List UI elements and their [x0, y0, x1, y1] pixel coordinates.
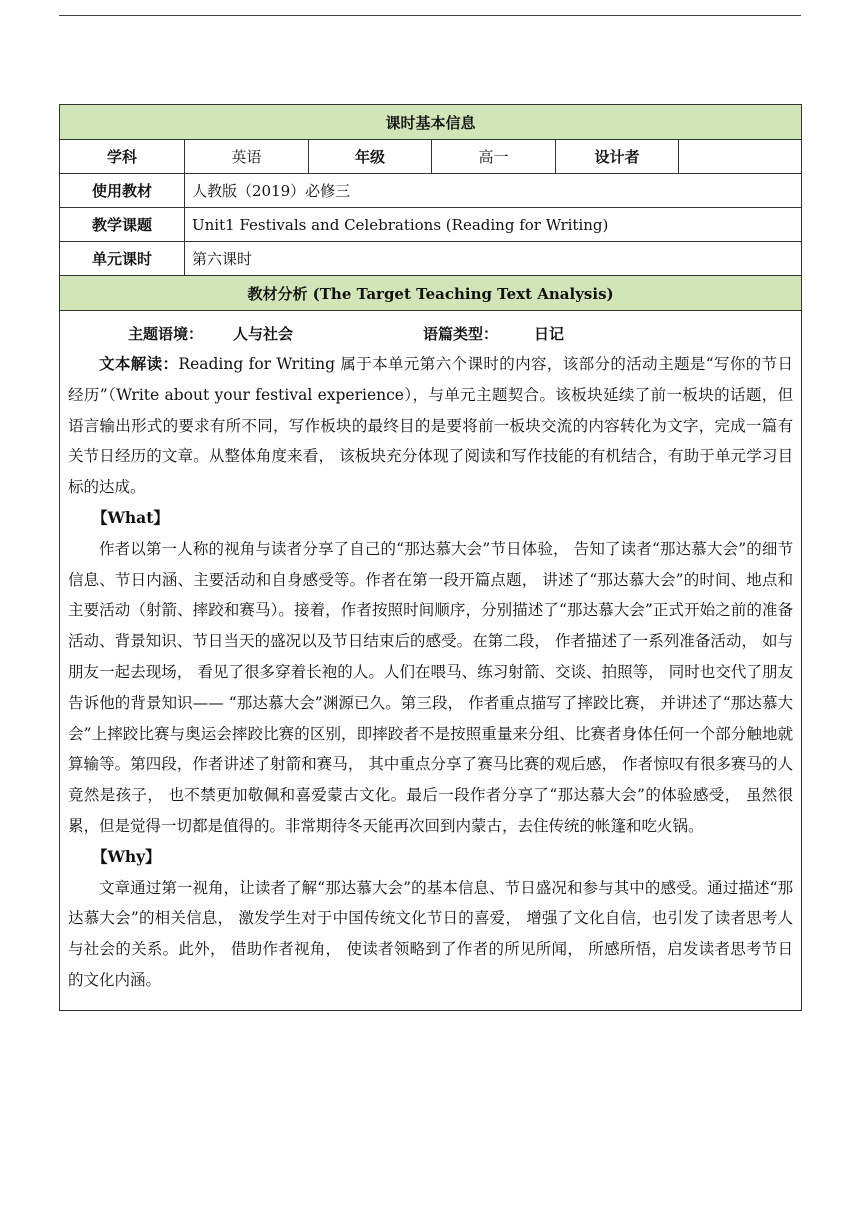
designer-label: 设计者: [556, 140, 679, 174]
grade-label: 年级: [309, 140, 432, 174]
theme-value: 人与社会: [233, 325, 294, 343]
designer-value: [679, 140, 802, 174]
theme-label: 主题语境：: [128, 325, 204, 343]
period-label: 单元课时: [60, 242, 185, 276]
analysis-title-row: [60, 276, 802, 311]
page-header-rule: [59, 15, 801, 16]
period-value: 第六课时: [185, 242, 802, 276]
table-row: [60, 174, 802, 208]
table-row: [60, 140, 802, 174]
genre-value: 日记: [534, 325, 565, 343]
what-heading: 【What】: [92, 507, 169, 527]
table-title-row: [60, 105, 802, 140]
topic-label: 教学课题: [60, 208, 185, 242]
why-paragraph: 文章通过第一视角，让读者了解“那达慕大会”的基本信息、节日盛况和参与其中的感受。通过描述“那达慕大会”的相关信息， 激发学生对于中国传统文化节日的喜爱， 增强了文化自信，也引发了读者思考人与社会的关系。此外， 借助作者视角， 使读者领略到了作者的所见所闻， 所感所悟，启发读者思考节日的文化内涵。: [68, 878, 794, 989]
subject-label: 学科: [60, 140, 185, 174]
interpretation-text: Reading for Writing 属于本单元第六个课时的内容，该部分的活动主题是“写你的节日经历”（Write about your festival experience），与单元主题契合。该板块延续了前一板块的话题，但语言输出形式的要求有所不同，写作板块的最终目的是要将前一板块交流的内容转化为文字，完成一篇有关节日经历的文章。从整体角度来看， 该板块充分体现了阅读和写作技能的有机结合，有助于单元学习目标的达成。: [68, 355, 794, 497]
topic-value: Unit1 Festivals and Celebrations (Reading for Writing): [185, 208, 802, 242]
section-title-basic-info: 课时基本信息: [60, 105, 802, 140]
analysis-body-row: [60, 311, 802, 1011]
interpretation-paragraph: [68, 349, 793, 503]
theme-genre-line: [68, 319, 793, 349]
section-title-text-analysis: 教材分析 (The Target Teaching Text Analysis): [60, 276, 802, 311]
what-paragraph: 作者以第一人称的视角与读者分享了自己的“那达慕大会”节日体验， 告知了读者“那达慕大会”的细节信息、节日内涵、主要活动和自身感受等。作者在第一段开篇点题， 讲述了“那达慕大会”的时间、地点和主要活动（射箭、摔跤和赛马）。接着，作者按照时间顺序，分别描述了“那达慕大会”正式开始之前的准备活动、背景知识、节日当天的盛况以及节日结束后的感受。在第二段， 作者描述了一系列准备活动， 如与朋友一起去现场， 看见了很多穿着长袍的人。人们在喂马、练习射箭、交谈、拍照等， 同时也交代了朋友告诉他的背景知识—— “那达慕大会”渊源已久。第三段， 作者重点描写了摔跤比赛， 并讲述了“那达慕大会”上摔跤比赛与奥运会摔跤比赛的区别，即摔跤者不是按照重量来分组、比赛者身体任何一个部分触地就算输等。第四段，作者讲述了射箭和赛马， 其中重点分享了赛马比赛的观后感， 作者惊叹有很多赛马的人竟然是孩子， 也不禁更加敬佩和喜爱蒙古文化。最后一段作者分享了“那达慕大会”的体验感受， 虽然很累，但是觉得一切都是值得的。非常期待冬天能再次回到内蒙古，去住传统的帐篷和吃火锅。: [68, 539, 794, 835]
textbook-value: 人教版（2019）必修三: [185, 174, 802, 208]
textbook-label: 使用教材: [60, 174, 185, 208]
lesson-info-table: [59, 104, 802, 1011]
table-row: [60, 242, 802, 276]
subject-value: 英语: [185, 140, 309, 174]
analysis-body: [60, 311, 802, 1011]
why-heading: 【Why】: [92, 846, 161, 866]
table-row: [60, 208, 802, 242]
interpretation-label: 文本解读：: [99, 354, 179, 373]
grade-value: 高一: [432, 140, 556, 174]
genre-label: 语篇类型：: [423, 325, 499, 343]
